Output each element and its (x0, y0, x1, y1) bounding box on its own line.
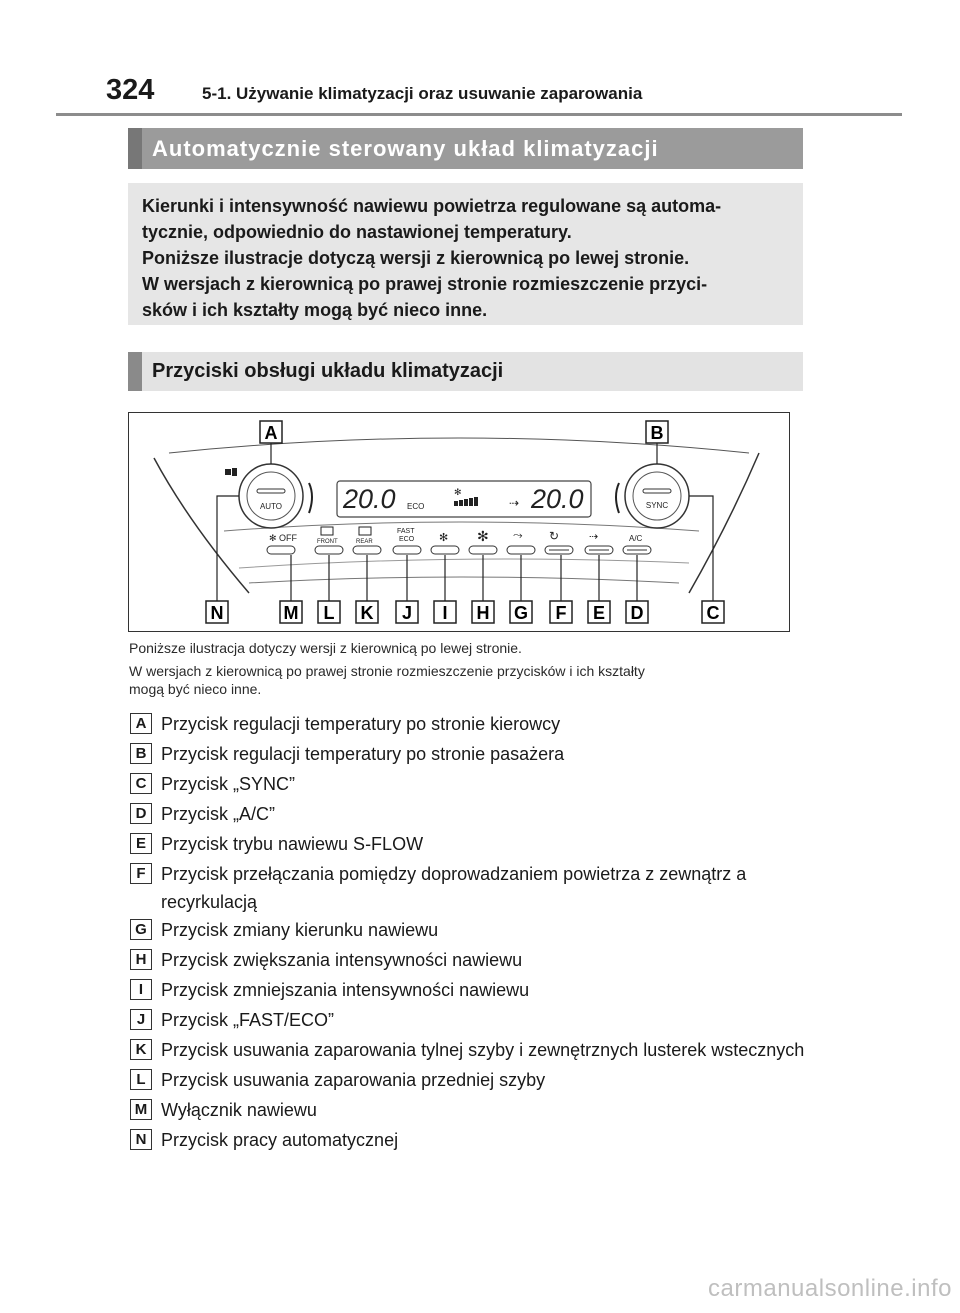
legend-letter: M (130, 1099, 152, 1120)
auto-knob[interactable] (239, 464, 303, 528)
svg-text:✻: ✻ (454, 487, 462, 497)
airflow-direction-icon: ⤳ (513, 528, 523, 542)
legend-letter: I (130, 979, 152, 1000)
button-legend (130, 710, 820, 1156)
legend-text: Wyłącznik nawiewu (161, 1100, 317, 1120)
legend-letter: E (130, 833, 152, 854)
legend-text: Przycisk „A/C” (161, 804, 275, 824)
callout-A (260, 421, 282, 443)
callout-M (280, 601, 302, 623)
legend-text: Przycisk regulacji temperatury po stronie pasażera (161, 744, 565, 764)
fast-label: FAST (397, 528, 415, 535)
sync-knob[interactable] (625, 464, 689, 528)
legend-letter: H (130, 949, 152, 970)
legend-text: Przycisk pracy automatycznej (161, 1130, 399, 1150)
legend-letter: D (130, 803, 152, 824)
svg-text:G: G (513, 603, 529, 623)
note-rhd-line: W wersjach z kierownicą po prawej stronie rozmieszczenie przycisków i ich kształty (129, 663, 645, 679)
note-rhd-line: mogą być nieco inne. (129, 681, 262, 697)
legend-item (130, 1036, 820, 1066)
svg-text:F: F (555, 603, 567, 623)
fan-up-icon: ✻ (477, 528, 489, 544)
svg-text:L: L (323, 603, 335, 623)
chapter-title: 5-1. Używanie klimatyzacji oraz usuwanie zaparowania (202, 84, 643, 103)
page-number: 324 (106, 74, 155, 106)
callout-H (472, 601, 494, 623)
control-panel-figure (128, 412, 790, 632)
eco-label: ECO (399, 536, 415, 543)
airflow-mode-icon: ⇢ (509, 496, 520, 510)
section-title-automatic-ac: Automatycznie sterowany układ klimatyzacji (128, 128, 803, 169)
fan-down-button[interactable] (431, 546, 459, 554)
legend-text: Przycisk regulacji temperatury po stronie kierowcy (161, 714, 561, 734)
note-rhd (129, 662, 809, 698)
legend-text: Przycisk zmiany kierunku nawiewu (161, 920, 439, 940)
legend-item (130, 1126, 820, 1156)
front-defrost-icon (321, 527, 333, 535)
callout-I (434, 601, 456, 623)
legend-letter: L (130, 1069, 152, 1090)
auto-fan-off-button[interactable] (267, 546, 295, 554)
rear-label: REAR (356, 539, 373, 545)
callout-D (626, 601, 648, 623)
legend-letter: A (130, 713, 152, 734)
legend-text: Przycisk usuwania zaparowania tylnej szyby i zewnętrznych lusterek wstecznych (161, 1040, 805, 1060)
fan-up-button[interactable] (469, 546, 497, 554)
svg-text:M: M (283, 603, 299, 623)
legend-letter: F (130, 863, 152, 884)
legend-letter: K (130, 1039, 152, 1060)
legend-item (130, 1066, 820, 1096)
legend-item (130, 800, 820, 830)
legend-text: Przycisk „FAST/ECO” (161, 1010, 335, 1030)
callout-C (702, 601, 724, 623)
sync-label: SYNC (645, 501, 669, 510)
recirculation-icon: ↻ (549, 529, 560, 543)
callout-G (510, 601, 532, 623)
display-temp-left: 20.0 (343, 484, 396, 514)
header-divider (56, 113, 902, 116)
legend-text: Przycisk przełączania pomiędzy doprowadzaniem powietrza z zewnątrz a recyrkulacją (161, 864, 747, 912)
off-label: ✻ (269, 533, 277, 543)
legend-text: Przycisk trybu nawiewu S-FLOW (161, 834, 424, 854)
rear-defrost-button[interactable] (353, 546, 381, 554)
legend-item (130, 710, 820, 740)
svg-text:B: B (650, 423, 664, 443)
intro-line: tycznie, odpowiednio do nastawionej temperatury. (142, 222, 572, 242)
intro-line: Kierunki i intensywność nawiewu powietrza regulowane są automa- (142, 196, 722, 216)
rear-defrost-icon (359, 527, 371, 535)
legend-text: Przycisk zmniejszania intensywności nawiewu (161, 980, 530, 1000)
legend-item (130, 740, 820, 770)
callout-B (646, 421, 668, 443)
legend-item (130, 1096, 820, 1126)
svg-text:A: A (264, 423, 278, 443)
legend-text: Przycisk „SYNC” (161, 774, 295, 794)
intro-line: sków i ich kształty mogą być nieco inne. (142, 300, 488, 320)
callout-L (318, 601, 340, 623)
svg-text:N: N (210, 603, 224, 623)
airflow-direction-button[interactable] (507, 546, 535, 554)
watermark: carmanualsonline.info (708, 1275, 952, 1302)
legend-item (130, 830, 820, 860)
legend-item (130, 1006, 820, 1036)
auto-label: AUTO (259, 502, 283, 511)
section-title-controls: Przyciski obsługi układu klimatyzacji (128, 352, 803, 391)
intro-box (128, 183, 803, 325)
callout-J (396, 601, 418, 623)
control-panel-illustration (129, 413, 791, 633)
legend-item (130, 916, 820, 946)
intro-line: W wersjach z kierownicą po prawej stronie rozmieszczenie przyci- (142, 274, 708, 294)
svg-text:C: C (706, 603, 720, 623)
svg-text:I: I (442, 603, 448, 623)
legend-item (130, 946, 820, 976)
legend-letter: G (130, 919, 152, 940)
legend-text: Przycisk zwiększania intensywności nawiewu (161, 950, 523, 970)
lock-indicator-icon (225, 468, 237, 476)
legend-letter: J (130, 1009, 152, 1030)
legend-item (130, 770, 820, 800)
svg-text:K: K (360, 603, 374, 623)
legend-letter: C (130, 773, 152, 794)
legend-letter: B (130, 743, 152, 764)
fast-eco-button[interactable] (393, 546, 421, 554)
callout-K (356, 601, 378, 623)
off-text: OFF (279, 533, 297, 543)
fan-down-icon: ✻ (439, 532, 449, 544)
callout-F (550, 601, 572, 623)
callout-N (206, 601, 228, 623)
intro-line: Poniższe ilustracje dotyczą wersji z kierownicą po lewej stronie. (142, 248, 690, 268)
note-lhd: Poniższe ilustracja dotyczy wersji z kierownicą po lewej stronie. (129, 640, 522, 656)
button-row (267, 546, 651, 554)
display-temp-right: 20.0 (531, 484, 584, 514)
svg-text:H: H (476, 603, 490, 623)
ac-label: A/C (629, 534, 643, 543)
display-eco: ECO (407, 502, 425, 511)
legend-letter: N (130, 1129, 152, 1150)
svg-text:D: D (630, 603, 644, 623)
callout-E (588, 601, 610, 623)
legend-item (130, 860, 820, 916)
svg-text:J: J (401, 603, 413, 623)
s-flow-icon: ⇢ (589, 531, 599, 543)
front-defrost-button[interactable] (315, 546, 343, 554)
front-label: FRONT (317, 539, 338, 545)
legend-text: Przycisk usuwania zaparowania przedniej szyby (161, 1070, 546, 1090)
svg-text:E: E (592, 603, 606, 623)
legend-item (130, 976, 820, 1006)
